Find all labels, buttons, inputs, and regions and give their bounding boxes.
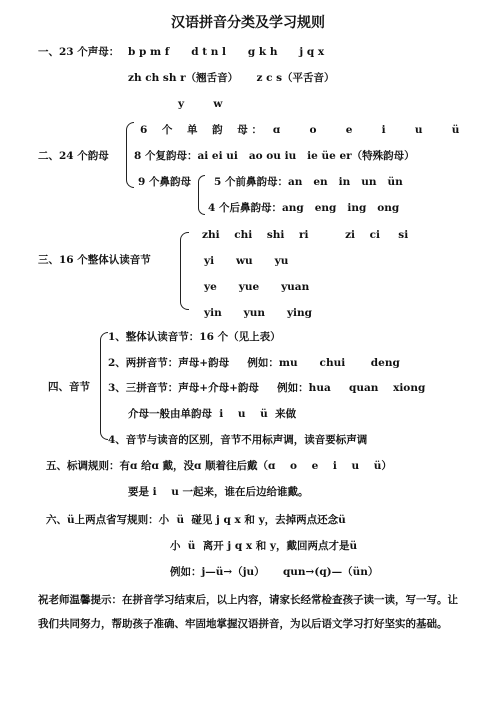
footer-note: 祝老师温馨提示：在拼音学习结束后，以上内容，请家长经常检查孩子读一读，写一写。让我们共同努力，帮助孩子准确、牢固地掌握汉语拼音，为以后语文学习打好坚实的基础。 <box>38 594 458 630</box>
yunmu-heading: 二、24 个韵母 <box>38 150 109 162</box>
yunmu-nasal: 9 个鼻韵母 <box>138 176 191 188</box>
shengmu-heading: 一、23 个声母： <box>38 46 120 58</box>
zhengti-row4: yin yun ying <box>204 307 313 319</box>
zhengti-heading: 三、16 个整体认读音节 <box>38 254 151 266</box>
zhengti-row1: zhi chi shi ri zi ci si <box>202 229 409 241</box>
yunmu-front-nasal: 5 个前鼻韵母：an en in un ün <box>214 176 403 188</box>
zhengti-brace <box>180 232 189 310</box>
shengmu-row2: zh ch sh r（翘舌音） z c s（平舌音） <box>128 72 335 84</box>
nasal-brace <box>198 175 205 215</box>
yinjie-item3: 3、三拼音节：声母+介母+韵母 例如：hua quan xiong <box>108 382 426 394</box>
yunmu-single: 6 个 单 韵 母 ： ɑ o e i u ü <box>140 124 460 136</box>
biaodiao-line1: 五、标调规则：有ɑ 给ɑ 戴，没ɑ 顺着往后戴（ɑ o e i u ü） <box>46 460 392 472</box>
zhengti-row2: yi wu yu <box>204 255 289 267</box>
zhengti-row3: ye yue yuan <box>204 281 310 293</box>
biaodiao-line2: 要是 i u 一起来，谁在后边给谁戴。 <box>128 486 309 498</box>
yinjie-heading: 四、音节 <box>48 381 90 393</box>
yinjie-item1: 1、整体认读音节：16 个（见上表） <box>108 331 281 343</box>
dots-line3: 例如：j—ü→（ju） qun→(q)—（ün） <box>170 566 379 578</box>
shengmu-row3: y w <box>178 98 223 110</box>
yunmu-brace <box>126 122 134 188</box>
yinjie-brace <box>100 332 108 440</box>
yunmu-compound: 8 个复韵母：ai ei ui ao ou iu ie üe er（特殊韵母） <box>134 150 415 162</box>
yinjie-item3b: 介母一般由单韵母 i u ü 来做 <box>128 408 297 420</box>
dots-line2: 小 ü 离开 j q x 和 y，戴回两点才是ü <box>170 540 358 552</box>
page-title: 汉语拼音分类及学习规则 <box>171 15 325 31</box>
yinjie-item2: 2、两拼音节：声母+韵母 例如：mu chui deng <box>108 357 400 369</box>
dots-line1: 六、ü上两点省写规则：小 ü 碰见 j q x 和 y，去掉两点还念ü <box>46 514 346 526</box>
shengmu-row1: b p m f d t n l g k h j q x <box>128 46 325 58</box>
yunmu-back-nasal: 4 个后鼻韵母：ang eng ing ong <box>208 202 400 214</box>
yinjie-item4: 4、音节与读音的区别，音节不用标声调，读音要标声调 <box>108 434 368 446</box>
